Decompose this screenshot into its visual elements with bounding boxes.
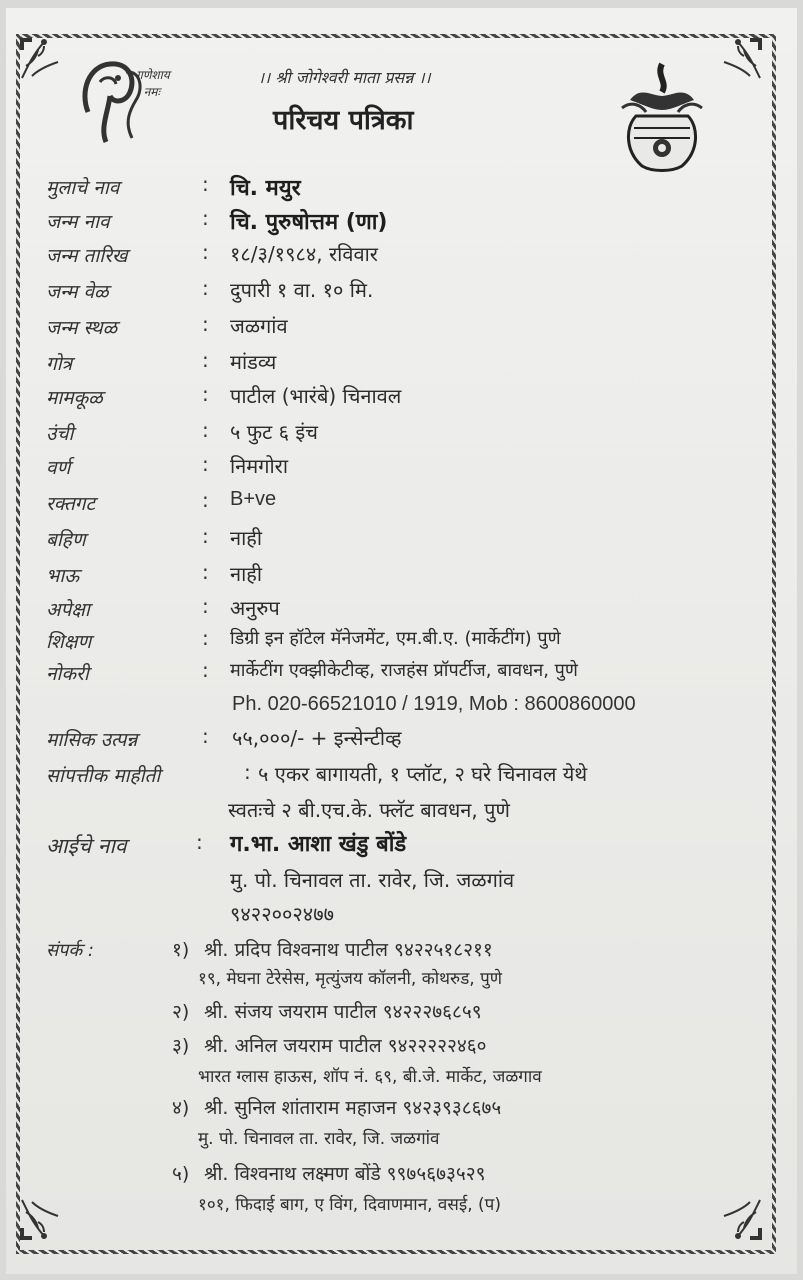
page-title: परिचय पत्रिका	[273, 105, 414, 136]
phone-line: Ph. 020-66521010 / 1919, Mob : 8600860000	[232, 693, 636, 715]
field-colon: :	[202, 626, 209, 650]
ganesh-logo	[70, 52, 190, 152]
contact-number: ४)	[172, 1097, 190, 1119]
field-label: अपेक्षा	[46, 599, 90, 621]
income-value: ५५,०००/- + इन्सेन्टीव्ह	[232, 726, 402, 750]
corner-ornament-icon	[718, 1196, 764, 1242]
field-colon: :	[202, 594, 209, 618]
field-value: चि. मयुर	[230, 176, 301, 201]
contact-name: श्री. अनिल जयराम पाटील ९४२२२२२४६०	[204, 1035, 487, 1057]
field-value: अनुरुप	[230, 596, 280, 620]
field-value: B+ve	[230, 488, 277, 510]
field-colon: :	[202, 488, 209, 512]
field-label: गोत्र	[46, 353, 73, 375]
property-label: सांपत्तीक माहीती	[46, 765, 161, 787]
field-label: नोकरी	[46, 663, 89, 685]
field-label: मामकूळ	[46, 387, 103, 409]
field-label: जन्म तारिख	[46, 245, 128, 267]
blessing-text: ।। श्री जोगेश्वरी माता प्रसन्न ।।	[258, 68, 431, 87]
field-value: दुपारी १ वा. १० मि.	[230, 278, 374, 302]
field-value: निमगोरा	[230, 454, 289, 478]
contact-address: मु. पो. चिनावल ता. रावेर, जि. जळगांव	[198, 1129, 440, 1149]
corner-ornament-icon	[718, 36, 764, 82]
contact-name: श्री. प्रदिप विश्वनाथ पाटील ९४२२५१८२११	[204, 939, 493, 961]
field-colon: :	[202, 560, 209, 584]
field-value: नाही	[230, 562, 263, 586]
field-colon: :	[202, 524, 209, 548]
field-value: ५ फुट ६ इंच	[230, 420, 318, 444]
field-colon: :	[202, 240, 209, 264]
field-value: १८/३/१९८४, रविवार	[230, 242, 378, 266]
field-colon: :	[202, 276, 209, 300]
field-colon: :	[202, 452, 209, 476]
field-label: भाऊ	[46, 565, 80, 587]
field-label: रक्तगट	[46, 493, 96, 515]
mother-phone: ९४२२००२४७७	[230, 902, 334, 926]
field-label: जन्म स्थळ	[46, 317, 118, 339]
field-value: चि. पुरुषोत्तम (णा)	[230, 210, 388, 235]
corner-ornament-icon	[18, 1196, 64, 1242]
field-value: मार्केटींग एक्झीकेटीव्ह, राजहंस प्रॉपर्टीज, बावधन, पुणे	[230, 660, 578, 681]
field-label: जन्म नाव	[46, 211, 110, 233]
contact-number: ३)	[172, 1035, 190, 1057]
field-label: बहिण	[46, 529, 86, 551]
field-value: पाटील (भारंबे) चिनावल	[230, 384, 402, 408]
contact-name: श्री. संजय जयराम पाटील ९४२२२७६८५९	[204, 1001, 482, 1023]
field-colon: :	[202, 418, 209, 442]
field-label: उंची	[46, 423, 74, 445]
contact-name: श्री. सुनिल शांताराम महाजन ९४२३९३८६७५	[204, 1097, 502, 1119]
field-value: डिग्री इन हॉटेल मॅनेजमेंट, एम.बी.ए. (मार्केटींग) पुणे	[230, 628, 561, 649]
field-value: जळगांव	[230, 314, 288, 338]
contact-number: १)	[172, 939, 190, 961]
contact-name: श्री. विश्वनाथ लक्ष्मण बोंडे ९९७५६७३५२९	[204, 1163, 486, 1185]
field-label: मुलाचे नाव	[46, 177, 120, 199]
contact-address: १०१, फिदाई बाग, ए विंग, दिवाणमान, वसई, (प)	[198, 1195, 501, 1215]
property-line1: ५ एकर बागायती, १ प्लॉट, २ घरे चिनावल येथे	[258, 762, 588, 786]
income-label: मासिक उत्पन्न	[46, 729, 138, 751]
kalash-icon	[612, 56, 712, 176]
contact-number: ५)	[172, 1163, 190, 1185]
mother-colon: :	[196, 830, 203, 854]
income-colon: :	[202, 724, 209, 748]
mother-label: आईचे नाव	[46, 834, 127, 858]
field-value: नाही	[230, 526, 263, 550]
contact-address: १९, मेघना टेरेसेस, मृत्युंजय कॉलनी, कोथरुड, पुणे	[198, 969, 503, 989]
contact-number: २)	[172, 1001, 190, 1023]
field-label: शिक्षण	[46, 631, 92, 653]
field-colon: :	[202, 348, 209, 372]
field-colon: :	[202, 172, 209, 196]
field-label: जन्म वेळ	[46, 281, 109, 303]
ganesh-text: गणेशाय नमः	[136, 68, 170, 99]
field-label: वर्ण	[46, 457, 71, 479]
mother-name: ग.भा. आशा खंडु बोंडे	[230, 832, 407, 857]
contact-address: भारत ग्लास हाऊस, शॉप नं. ६९, बी.जे. मार्केट, जळगाव	[198, 1067, 542, 1087]
property-colon: :	[244, 760, 251, 784]
contacts-label: संपर्क :	[46, 940, 95, 961]
field-colon: :	[202, 658, 209, 682]
mother-address: मु. पो. चिनावल ता. रावेर, जि. जळगांव	[230, 868, 515, 892]
field-colon: :	[202, 312, 209, 336]
property-line2: स्वतःचे २ बी.एच.के. फ्लॅट बावधन, पुणे	[228, 798, 510, 822]
corner-ornament-icon	[18, 36, 64, 82]
field-colon: :	[202, 206, 209, 230]
field-colon: :	[202, 382, 209, 406]
field-value: मांडव्य	[230, 350, 277, 374]
